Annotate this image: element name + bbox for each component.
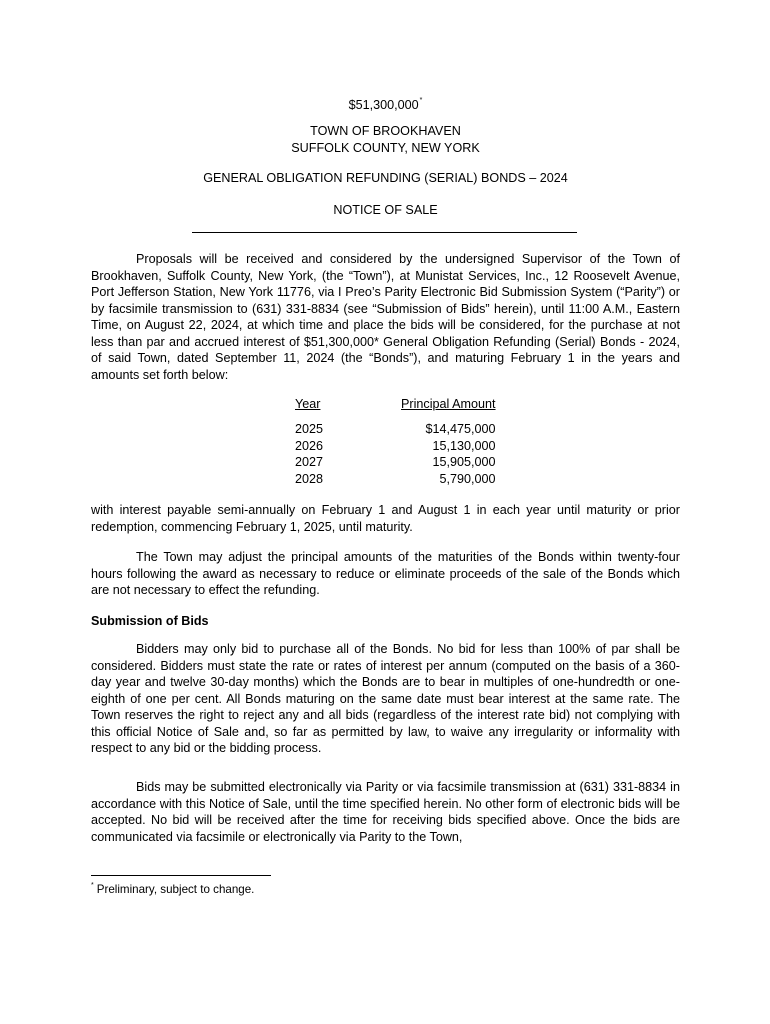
maturity-year: 2026 bbox=[295, 438, 324, 453]
title-divider bbox=[192, 232, 577, 233]
maturity-year: 2028 bbox=[295, 471, 324, 486]
principal-amount: $14,475,000 bbox=[425, 422, 496, 436]
interest-paragraph: with interest payable semi-annually on February 1 and August 1 in each year until maturity or prior redemption, commencing February 1, 2025, until maturity. bbox=[91, 503, 680, 534]
adjustment-paragraph: The Town may adjust the principal amounts of the maturities of the Bonds within twenty-four hours following the award as necessary to reduce or eliminate proceeds of the sale of the Bonds which are not necessary to effect the refunding. bbox=[91, 550, 680, 597]
bond-amount-text: $51,300,000 bbox=[348, 98, 419, 112]
footnote bbox=[91, 882, 254, 896]
table-row bbox=[295, 421, 496, 438]
principal-amount: 15,905,000 bbox=[432, 455, 496, 469]
table-row bbox=[295, 454, 496, 471]
submission-heading: Submission of Bids bbox=[91, 614, 209, 628]
footnote-marker: * bbox=[91, 882, 94, 889]
issuer-block bbox=[91, 123, 680, 157]
principal-amount: 15,130,000 bbox=[432, 438, 496, 453]
maturity-year: 2027 bbox=[295, 455, 324, 469]
issuer-name: TOWN OF BROOKHAVEN bbox=[310, 124, 461, 138]
bond-amount bbox=[91, 97, 680, 112]
principal-amount: 5,790,000 bbox=[439, 471, 496, 486]
footnote-text: Preliminary, subject to change. bbox=[96, 883, 255, 896]
electronic-bids-paragraph: Bids may be submitted electronically via Parity or via facsimile transmission at (631) 331-8834 in accordance with this Notice of Sale, until the time specified herein. No other form of electronic bids will be accepted. No bid will be received after the time for receiving bids specified above. Once the bids are communicated via facsimile or electronically via Parity to the Town, bbox=[91, 780, 680, 844]
table-row bbox=[295, 471, 496, 488]
bid-rules-paragraph: Bidders may only bid to purchase all of the Bonds. No bid for less than 100% of par shall be considered. Bidders must state the rate or rates of interest per annum (computed on the basis of a 360-day year and twelve 30-day months) which the Bonds are to bear in multiples of one-hundredth or one-eighth of one per cent. All Bonds maturing on the same date must bear interest at the same rate. The Town reserves the right to reject any and all bids (regardless of the interest rate bid) not complying with this official Notice of Sale and, so far as permitted by law, to waive any irregularity or informality with respect to any bid or the bidding process. bbox=[91, 642, 680, 755]
proposals-paragraph: Proposals will be received and considered by the undersigned Supervisor of the Town of Brookhaven, Suffolk County, New York, (the “Town”), at Munistat Services, Inc., 12 Roosevelt Avenue, Port Jefferson Station, New York 11776, via I Preo’s Parity Electronic Bid Submission System (“Parity”) or by facsimile transmission to (631) 331-8834 (see “Submission of Bids” herein), until 11:00 A.M., Eastern Time, on August 22, 2024, at which time and place the bids will be considered, for the purchase at not less than par and accrued interest of $51,300,000* General Obligation Refunding (Serial) Bonds - 2024, of said Town, dated September 11, 2024 (the “Bonds”), and maturing February 1 in the years and amounts set forth below: bbox=[91, 252, 680, 382]
principal-column-header: Principal Amount bbox=[401, 397, 496, 411]
notice-title: NOTICE OF SALE bbox=[333, 203, 438, 217]
maturity-table bbox=[295, 396, 496, 487]
footnote-divider bbox=[91, 875, 271, 876]
maturity-table-header bbox=[295, 396, 496, 421]
bond-title: GENERAL OBLIGATION REFUNDING (SERIAL) BONDS – 2024 bbox=[203, 171, 568, 185]
issuer-county: SUFFOLK COUNTY, NEW YORK bbox=[291, 141, 480, 155]
year-column-header: Year bbox=[295, 397, 321, 411]
table-row bbox=[295, 438, 496, 455]
preliminary-marker: * bbox=[419, 97, 423, 104]
maturity-year: 2025 bbox=[295, 422, 324, 436]
